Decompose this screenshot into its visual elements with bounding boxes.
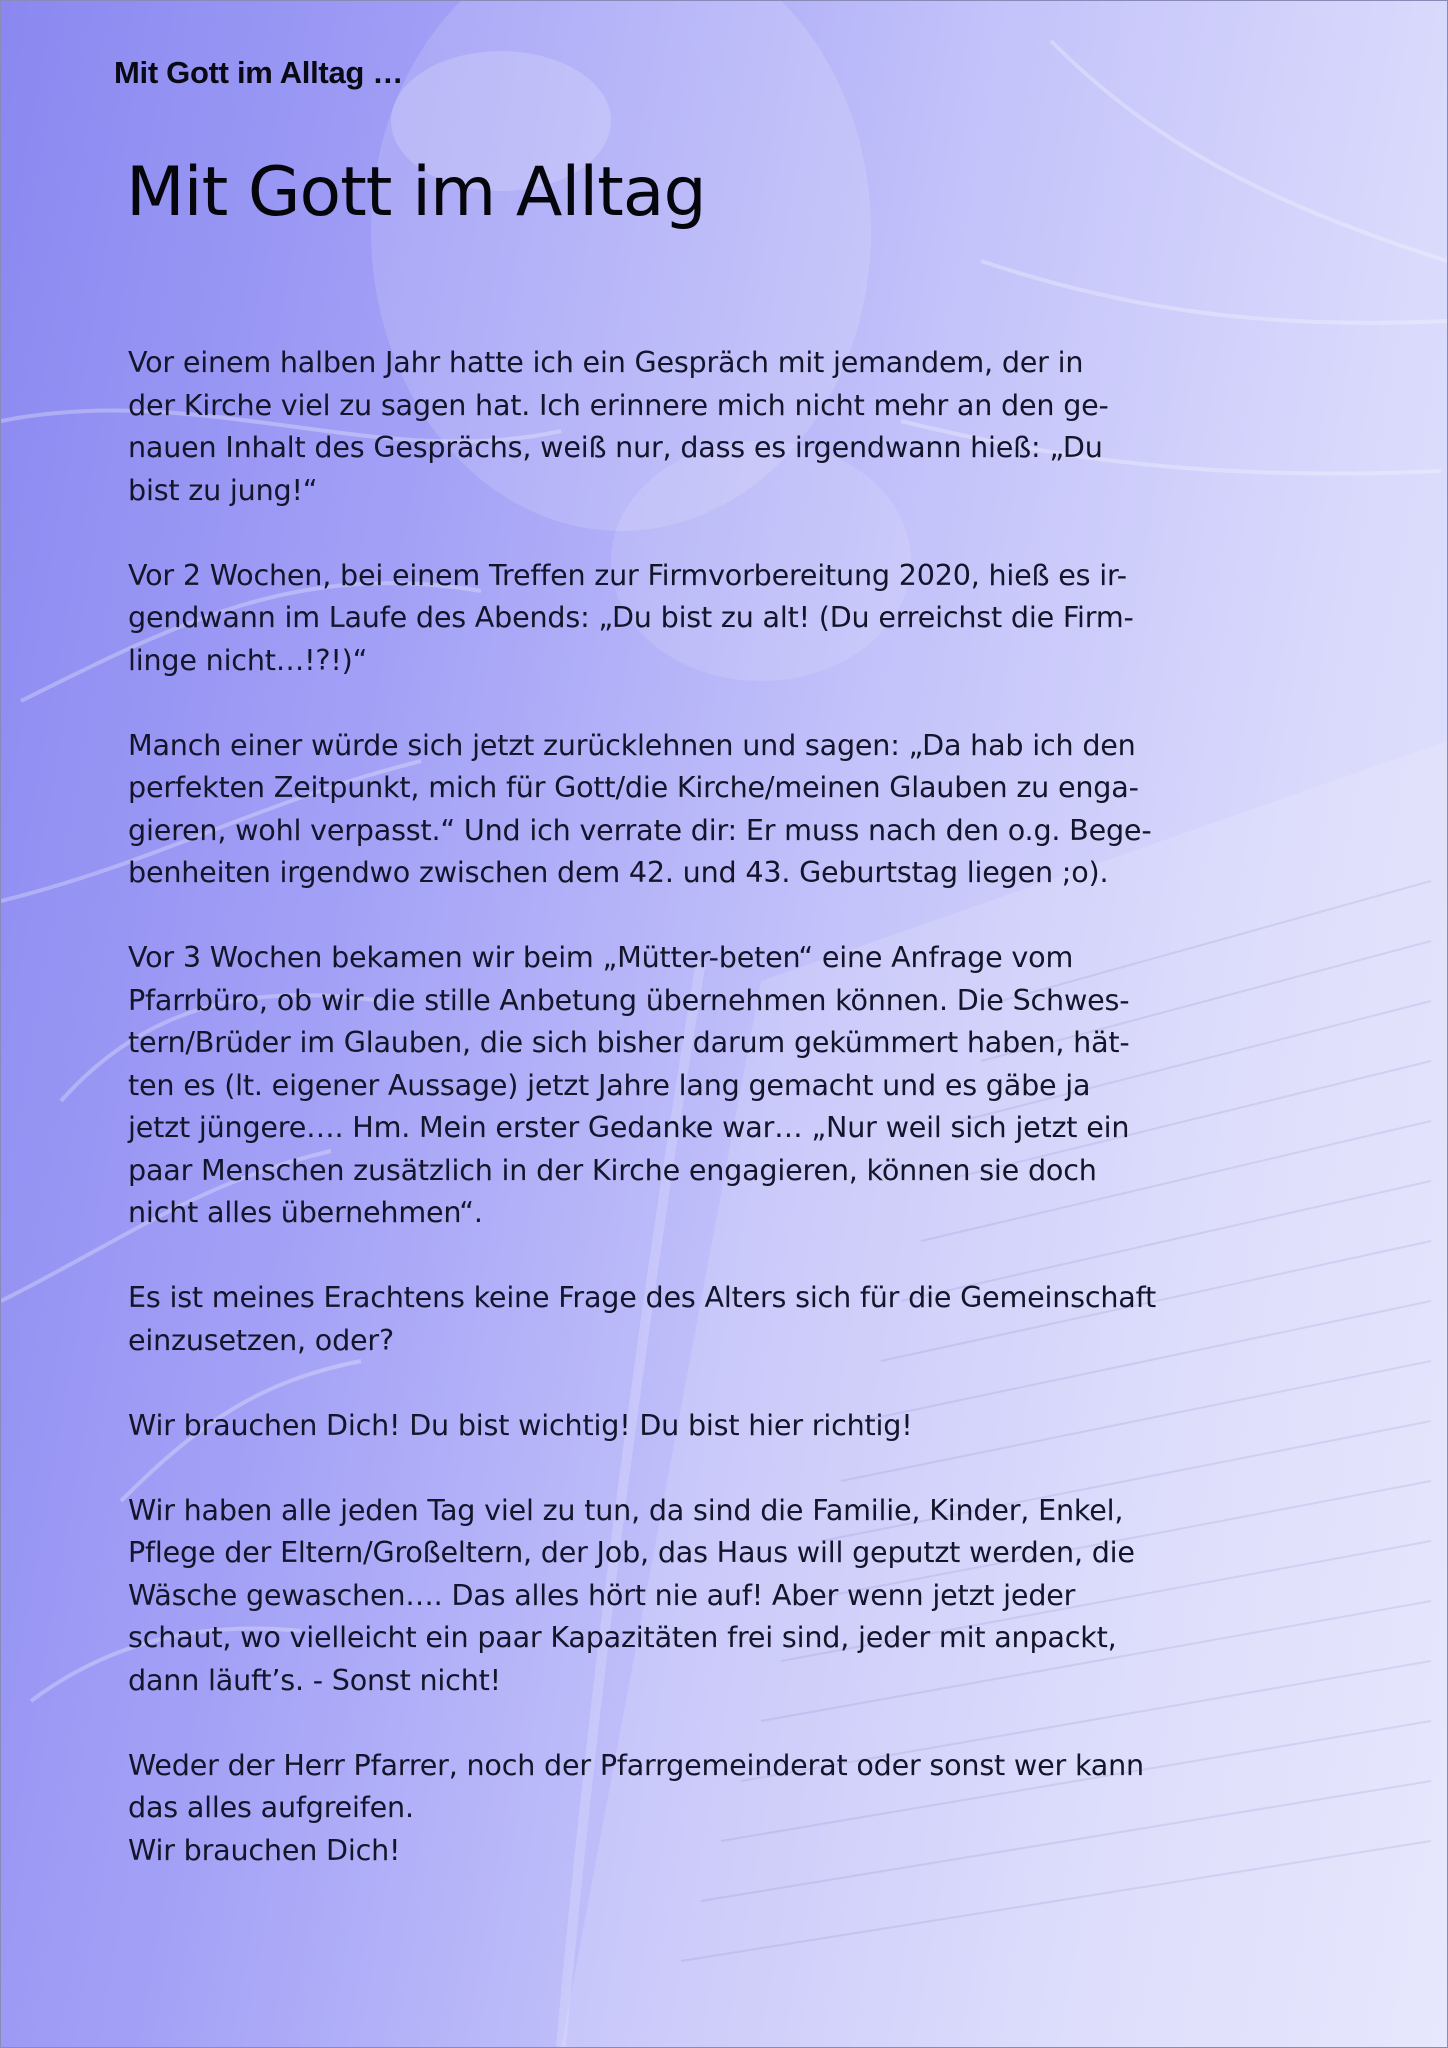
paragraph <box>128 1404 1338 1447</box>
text-line: das alles aufgreifen. <box>128 1790 414 1824</box>
text-line: gendwann im Laufe des Abends: „Du bist zu alt! (Du erreichst die Firm- <box>128 600 1134 634</box>
text-line: Vor 2 Wochen, bei einem Treffen zur Firmvorbereitung 2020, hieß es ir- <box>128 557 1127 592</box>
text-line: Pfarrbüro, ob wir die stille Anbetung übernehmen können. Die Schwes- <box>128 982 1130 1017</box>
paragraph <box>128 724 1338 894</box>
paragraph <box>128 1489 1338 1702</box>
text-line: benheiten irgendwo zwischen dem 42. und 43. Geburtstag liegen ;o). <box>128 855 1109 889</box>
text-line: perfekten Zeitpunkt, mich für Gott/die Kirche/meinen Glauben zu enga- <box>128 770 1139 804</box>
text-line: der Kirche viel zu sagen hat. Ich erinnere mich nicht mehr an den ge- <box>128 387 1109 422</box>
paragraph <box>128 1276 1338 1361</box>
text-line: Wir brauchen Dich! Du bist wichtig! Du bist hier richtig! <box>128 1407 913 1442</box>
text-line: ten es (lt. eigener Aussage) jetzt Jahre lang gemacht und es gäbe ja <box>128 1067 1091 1102</box>
text-line: Vor einem halben Jahr hatte ich ein Gespräch mit jemandem, der in <box>128 345 1084 379</box>
paragraph <box>128 554 1338 682</box>
text-line: dann läuft’s. - Sonst nicht! <box>128 1662 501 1697</box>
page-title: Mit Gott im Alltag <box>126 153 706 232</box>
paragraph <box>128 1744 1338 1872</box>
text-line: schaut, wo vielleicht ein paar Kapazitäten frei sind, jeder mit anpackt, <box>128 1620 1117 1654</box>
text-line: Pflege der Eltern/Großeltern, der Job, das Haus will geputzt werden, die <box>128 1535 1135 1569</box>
text-line: bist zu jung!“ <box>128 472 318 507</box>
text-line: gieren, wohl verpasst.“ Und ich verrate dir: Er muss nach den o.g. Bege- <box>128 812 1152 847</box>
text-line: linge nicht…!?!)“ <box>128 642 368 677</box>
text-line: jetzt jüngere…. Hm. Mein erster Gedanke war… „Nur weil sich jetzt ein <box>128 1110 1130 1144</box>
text-line: Vor 3 Wochen bekamen wir beim „Mütter-beten“ eine Anfrage vom <box>128 940 1074 974</box>
paragraph <box>128 936 1338 1234</box>
text-line: Es ist meines Erachtens keine Frage des Alters sich für die Gemeinschaft <box>128 1280 1157 1314</box>
article-body <box>128 341 1338 1871</box>
paragraph <box>128 341 1338 511</box>
text-line: nauen Inhalt des Gesprächs, weiß nur, dass es irgendwann hieß: „Du <box>128 430 1103 464</box>
running-header: Mit Gott im Alltag … <box>114 55 404 90</box>
text-line: Wir brauchen Dich! <box>128 1832 401 1867</box>
text-line: Wir haben alle jeden Tag viel zu tun, da sind die Familie, Kinder, Enkel, <box>128 1492 1124 1527</box>
text-line: Weder der Herr Pfarrer, noch der Pfarrgemeinderat oder sonst wer kann <box>128 1747 1144 1782</box>
text-line: Manch einer würde sich jetzt zurücklehnen und sagen: „Da hab ich den <box>128 727 1136 762</box>
text-line: tern/Brüder im Glauben, die sich bisher darum gekümmert haben, hät- <box>128 1025 1130 1059</box>
text-line: einzusetzen, oder? <box>128 1322 394 1357</box>
text-line: Wäsche gewaschen…. Das alles hört nie auf! Aber wenn jetzt jeder <box>128 1577 1076 1612</box>
text-line: nicht alles übernehmen“. <box>128 1195 483 1229</box>
text-line: paar Menschen zusätzlich in der Kirche engagieren, können sie doch <box>128 1152 1097 1187</box>
